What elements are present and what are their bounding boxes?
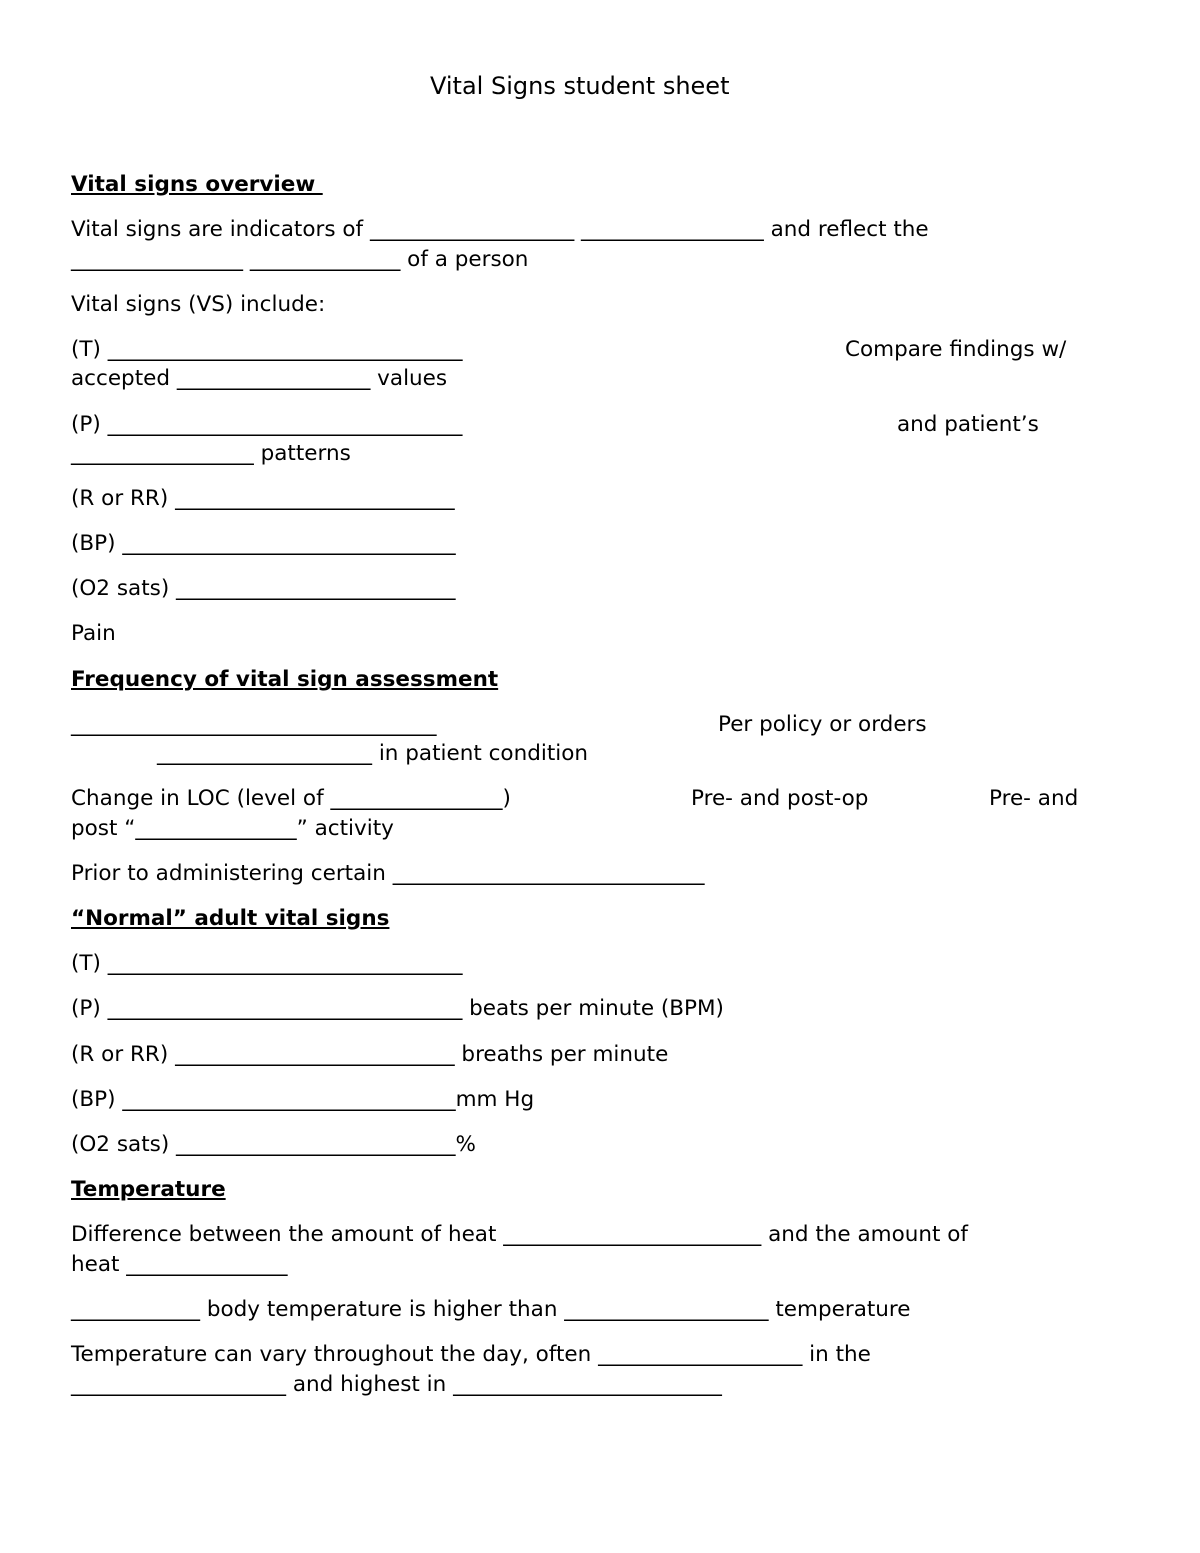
text-line: _________________ patterns xyxy=(71,441,351,466)
text-line: (BP) _______________________________ xyxy=(71,531,456,556)
text-line: (P) _________________________________ beats per minute (BPM) xyxy=(71,996,724,1021)
text-line: Vital signs are indicators of ___________________ _________________ and reflect the xyxy=(71,217,929,242)
text-line: __________________________________ xyxy=(71,712,437,737)
text-line: Vital signs (VS) include: xyxy=(71,292,326,317)
text-line: (BP) _______________________________mm Hg xyxy=(71,1087,535,1112)
text-line: (O2 sats) __________________________% xyxy=(71,1132,476,1157)
section-heading-frequency: Frequency of vital sign assessment xyxy=(71,667,499,692)
text-line: (P) _________________________________ xyxy=(71,412,463,437)
text-line: Pre- and xyxy=(989,786,1079,811)
text-line: (O2 sats) __________________________ xyxy=(71,576,456,601)
text-line: accepted __________________ values xyxy=(71,366,448,391)
page-title: Vital Signs student sheet xyxy=(430,72,730,100)
text-line: (T) _________________________________ xyxy=(71,337,463,362)
text-line: Per policy or orders xyxy=(718,712,927,737)
text-line: Pain xyxy=(71,621,116,646)
text-line: Temperature can vary throughout the day, often ___________________ in the xyxy=(71,1342,871,1367)
text-line: and patient’s xyxy=(897,412,1039,437)
text-line: Change in LOC (level of ________________) xyxy=(71,786,511,811)
text-line: ____________________ and highest in _________________________ xyxy=(71,1372,722,1397)
section-heading-overview: Vital signs overview xyxy=(71,172,323,197)
section-heading-temperature: Temperature xyxy=(71,1177,226,1202)
text-line: (R or RR) __________________________ breaths per minute xyxy=(71,1042,669,1067)
text-line: Compare findings w/ xyxy=(845,337,1067,362)
text-line: ________________ ______________ of a person xyxy=(71,247,529,272)
text-line: Difference between the amount of heat ________________________ and the amount of xyxy=(71,1222,968,1247)
text-line: ____________ body temperature is higher than ___________________ temperature xyxy=(71,1297,911,1322)
text-line: post “_______________” activity xyxy=(71,816,394,841)
section-heading-normal: “Normal” adult vital signs xyxy=(71,906,390,931)
text-line: heat _______________ xyxy=(71,1252,288,1277)
text-line: Pre- and post-op xyxy=(691,786,869,811)
text-line: (R or RR) __________________________ xyxy=(71,486,455,511)
text-line: Prior to administering certain _____________________________ xyxy=(71,861,705,886)
text-line: ____________________ in patient condition xyxy=(157,741,589,766)
text-line: (T) _________________________________ xyxy=(71,951,463,976)
